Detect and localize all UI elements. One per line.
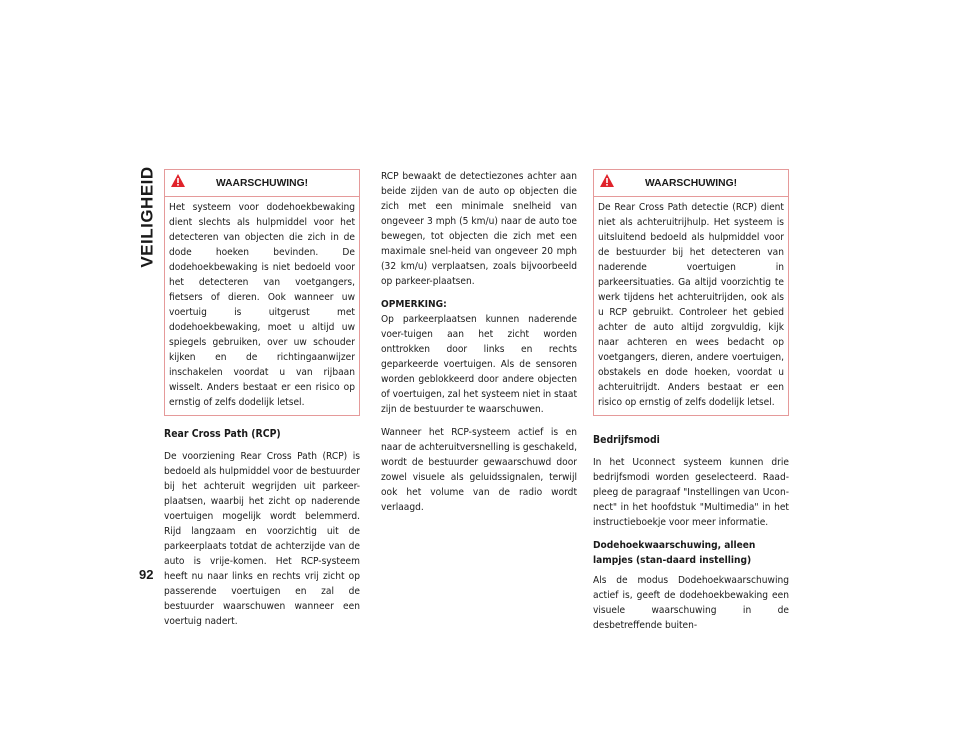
warning-box-rcp [593, 169, 789, 416]
section-title [136, 166, 160, 268]
page-number: 92 [139, 567, 154, 582]
warning-box-blind-spot [164, 169, 360, 416]
warning-triangle-icon [170, 173, 186, 188]
section-title-text: VEILIGHEID [138, 166, 158, 268]
paragraph-rcp-intro: De voorziening Rear Cross Path (RCP) is bedoeld als hulpmiddel voor de bestuurder bij het achteruit wegrijden uit parkeer-plaatsen, waarbij het zicht op naderende voertuigen mogelijk wordt belemmerd. Rijd langzaam en voorzichtig uit de parkeerplaats totdat de achterzijde van de auto is vrije-komen. Het RCP-systeem heeft nu naar links en rechts vrij zicht op passerende voertuigen en zal de bestuurder waarschuwen wanneer een voertuig nadert. [164, 451, 360, 627]
paragraph-rcp-zones: RCP bewaakt de detectiezones achter aan beide zijden van de auto op objecten die zich met een minimale snelheid van ongeveer 3 mph (5 km/u) naar de auto toe bewegen, tot objecten die zich met een maximale snel-heid van ongeveer 20 mph (32 km/u) verplaatsen, zoals bijvoorbeeld op parkeer-plaatsen. [381, 171, 577, 287]
note-body: Op parkeerplaatsen kunnen naderende voer-tuigen aan het zicht worden onttrokken door links en rechts geparkeerde voertuigen. Als de sensoren worden geblokkeerd door andere objecten of voertuigen, zal het systeem niet in staat zijn de bestuurder te waarschuwen. [381, 314, 577, 415]
warning-header [594, 170, 788, 197]
column-right [593, 169, 789, 641]
heading-operating-modes: Bedrijfsmodi [593, 434, 660, 446]
note [381, 297, 577, 417]
column-middle [381, 169, 577, 523]
paragraph-rcp-active: Wanneer het RCP-systeem actief is en naar de achteruitversnelling is geschakeld, wordt de bestuurder gewaarschuwd door zowel visuele als geluidssignalen, terwijl ook het volume van de radio wordt verlaagd. [381, 427, 577, 513]
warning-title: WAARSCHUWING! [215, 177, 309, 189]
warning-header [165, 170, 359, 197]
column-left [164, 169, 360, 637]
warning-triangle-icon [599, 173, 615, 188]
note-label: OPMERKING: [381, 299, 447, 310]
warning-body: Het systeem voor dodehoekbewaking dient slechts als hulpmiddel voor het detecteren van objecten die zich in de dode hoeken bevinden. De dodehoekbewaking is niet bedoeld voor het detecteren van voetgangers, fietsers of dieren. Ook wanneer uw voertuig is uitgerust met dodehoekbewaking, moet u altijd uw spiegels gebruiken, over uw schouder kijken en de richtingaanwijzer inschakelen voordat u van rijbaan wisselt. Anders bestaat er een risico op ernstig of zelfs dodelijk letsel. [169, 202, 355, 408]
paragraph-modes-intro: In het Uconnect systeem kunnen drie bedrijfsmodi worden geselecteerd. Raad-pleeg de paragraaf "Instellingen van Ucon-nect" in het hoofdstuk "Multimedia" in het instructieboekje voor meer informatie. [593, 457, 789, 528]
subheading-lights-only: Dodehoekwaarschuwing, alleen lampjes (stan-daard instelling) [593, 540, 756, 566]
warning-body: De Rear Cross Path detectie (RCP) dient niet als achteruitrijhulp. Het systeem is uitsluitend bedoeld als hulpmiddel voor de bestuurder bij het detecteren van naderende voertuigen in parkeersituaties. Ga altijd voorzichtig te werk tijdens het achteruitrijden, ook als u RCP gebruikt. Controleer het gebied achter de auto altijd zorgvuldig, kijk naar achteren en wees bedacht op voetgangers, dieren, andere voertuigen, obstakels en dode hoeken, voordat u achteruitrijdt. Anders bestaat er een risico op ernstig of zelfs dodelijk letsel. [598, 202, 784, 408]
warning-title: WAARSCHUWING! [644, 177, 738, 189]
heading-rcp: Rear Cross Path (RCP) [164, 428, 281, 440]
paragraph-lights-only: Als de modus Dodehoekwaarschuwing actief is, geeft de dodehoekbewaking een visuele waarschuwing in de desbetreffende buiten- [593, 575, 789, 631]
